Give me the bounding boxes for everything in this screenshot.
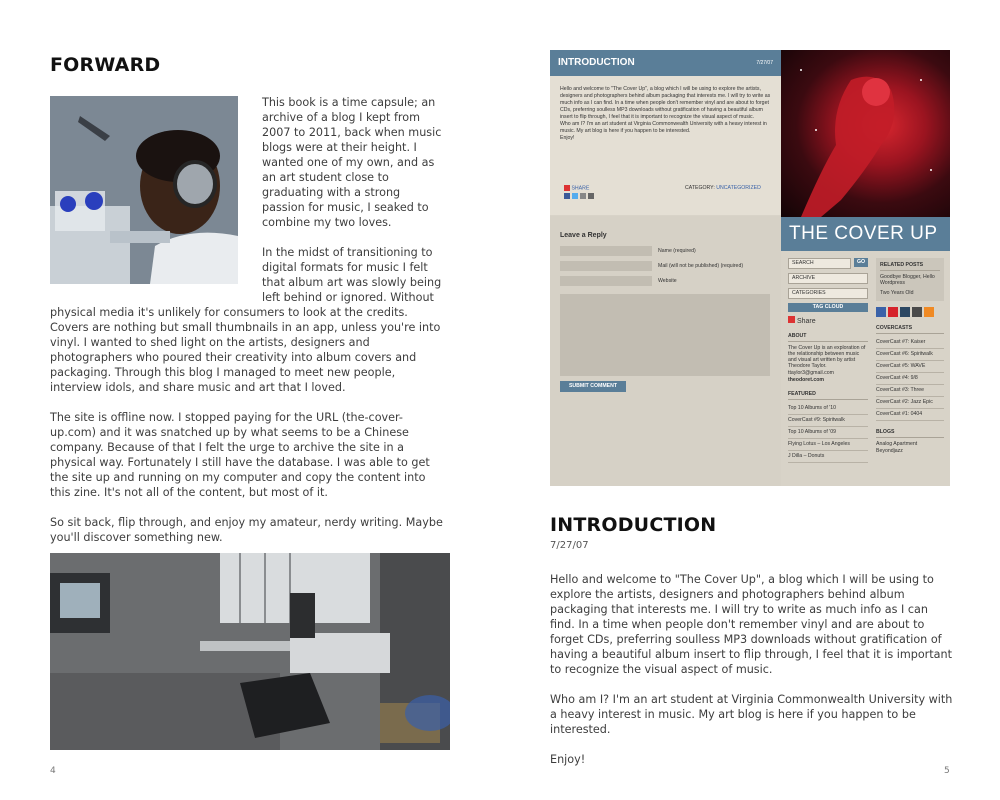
blog-item[interactable]: Analog Apartment <box>876 441 918 447</box>
submit-comment-button[interactable]: SUBMIT COMMENT <box>560 381 626 392</box>
forward-paragraph-1: This book is a time capsule; an archive of a blog I kept from 2007 to 2011, back when music blogs were at their height. I wanted one of my own, and as an art student close to graduating with a strong passion for music, I seaked to combine my two loves. <box>262 96 442 229</box>
forward-text <box>50 95 445 560</box>
search-input[interactable]: SEARCH <box>788 258 851 269</box>
blog-item[interactable]: Beyondjazz <box>876 448 903 454</box>
share-icons <box>564 193 594 199</box>
site-post-text <box>560 86 772 142</box>
about-site[interactable]: theodoret.com <box>788 377 825 383</box>
blogs-heading: BLOGS <box>876 429 944 438</box>
covercast-item[interactable]: CoverCast #4: 9/8 <box>876 373 944 385</box>
site-category <box>685 185 761 191</box>
name-field[interactable] <box>560 246 652 256</box>
forward-paragraph-4: So sit back, flip through, and enjoy my amateur, nerdy writing. Maybe you'll discover something new. <box>50 516 443 544</box>
tumblr-icon[interactable] <box>900 307 910 317</box>
flickr-icon[interactable] <box>912 307 922 317</box>
share-plus-icon <box>788 316 795 323</box>
site-post-paragraph-2: Who am I? I'm an art student at Virginia Commonwealth University with a heavy interest in music. My art blog is here if you happen to be interested. <box>560 121 767 134</box>
site-logo[interactable]: THE COVER UP <box>789 223 938 244</box>
red-figure-illustration <box>781 50 950 217</box>
site-sidebar-right <box>876 258 944 455</box>
intro-paragraph-1: Hello and welcome to "The Cover Up", a blog which I will be using to explore the artists, designers and photographers behind album packaging that interests me. I will try to write as much info as I can find. In a time when people don't remember vinyl and are about to forget CDs, preferring soulless MP3 downloads without gratification of having a beautiful album insert to flip through, I feel that it is important to recognize the visual aspect of music. <box>550 573 953 676</box>
covercast-item[interactable]: CoverCast #2: Jazz Epic <box>876 397 944 409</box>
page-number-right: 5 <box>944 766 950 776</box>
featured-item[interactable]: Flying Lotus – Los Angeles <box>788 439 868 451</box>
blog-badge-icon[interactable] <box>876 307 886 317</box>
photo-wrap-space <box>50 95 262 293</box>
related-heading: RELATED POSTS <box>880 262 940 271</box>
about-heading: ABOUT <box>788 333 868 342</box>
site-post <box>550 50 781 215</box>
featured-item[interactable]: Top 10 Albums of '09 <box>788 427 868 439</box>
site-reply-form <box>550 216 781 486</box>
forward-heading: FORWARD <box>50 54 161 76</box>
about-text: The Cover Up is an exploration of the relationship between music and visual art written by artist Theodore Taylor. <box>788 345 866 369</box>
site-logo-bar <box>781 217 950 251</box>
photo-room-desk <box>50 553 450 750</box>
site-post-paragraph-3: Enjoy! <box>560 135 575 141</box>
site-share-link[interactable] <box>564 185 594 199</box>
intro-paragraph-2: Who am I? I'm an art student at Virginia Commonwealth University with a heavy interest in music. My art blog is here if you happen to be interested. <box>550 693 953 736</box>
search-go-button[interactable]: GO <box>854 258 868 267</box>
intro-paragraph-3: Enjoy! <box>550 753 586 766</box>
room-photo-illustration <box>50 553 450 750</box>
introduction-heading: INTRODUCTION <box>550 514 717 536</box>
name-field-label: Name (required) <box>658 248 696 254</box>
site-header-image <box>781 50 950 217</box>
mail-field[interactable] <box>560 261 652 271</box>
share-widget[interactable] <box>788 316 868 325</box>
mail-icon <box>580 193 586 199</box>
site-sidebar-left <box>788 258 868 463</box>
related-posts-box <box>876 258 944 301</box>
website-field[interactable] <box>560 276 652 286</box>
covercast-item[interactable]: CoverCast #3: Three <box>876 385 944 397</box>
featured-item[interactable]: CoverCast #9: Spiritwalk <box>788 415 868 427</box>
related-item[interactable]: Two Years Old <box>880 290 914 296</box>
covercasts-heading: COVERCASTS <box>876 325 944 334</box>
featured-heading: FEATURED <box>788 391 868 400</box>
site-share-label: SHARE <box>571 185 590 192</box>
site-post-title: INTRODUCTION <box>558 57 635 68</box>
website-field-label: Website <box>658 278 677 284</box>
covercast-item[interactable]: CoverCast #5: WAVE <box>876 361 944 373</box>
rss-icon[interactable] <box>924 307 934 317</box>
covercast-item[interactable]: CoverCast #7: Kaiser <box>876 337 944 349</box>
tag-cloud-button[interactable]: TAG CLOUD <box>788 303 868 312</box>
site-post-paragraph-1: Hello and welcome to "The Cover Up", a blog which I will be using to explore the artists, designers and photographers behind album packaging that interests me. I will try to write as much info as I can find. In a time when people don't remember vinyl and are about to forget CDs, preferring soulless MP3 downloads without gratification of having a beautiful album insert to flip through, I feel that it is important to recognize the visual aspect of music. <box>560 86 771 120</box>
featured-item[interactable]: J Dilla – Donuts <box>788 451 868 463</box>
website-screenshot <box>550 50 950 486</box>
facebook-icon <box>564 193 570 199</box>
search-row <box>788 258 868 269</box>
site-category-value[interactable]: UNCATEGORIZED <box>716 185 761 191</box>
covercast-item[interactable]: CoverCast #1: 0404 <box>876 409 944 421</box>
site-category-label: CATEGORY: <box>685 185 715 191</box>
comment-textarea[interactable] <box>560 294 770 376</box>
related-item[interactable]: Goodbye Blogger, Hello Wordpress <box>880 274 935 286</box>
lastfm-icon[interactable] <box>888 307 898 317</box>
site-reply-title: Leave a Reply <box>560 232 607 239</box>
page-number-left: 4 <box>50 766 56 776</box>
print-icon <box>588 193 594 199</box>
site-post-title-bar <box>550 50 781 76</box>
archive-select[interactable]: ARCHIVE <box>788 273 868 284</box>
categories-select[interactable]: CATEGORIES <box>788 288 868 299</box>
featured-item[interactable]: Top 10 Albums of '10 <box>788 403 868 415</box>
plus-icon <box>564 185 570 191</box>
introduction-date: 7/27/07 <box>550 540 589 551</box>
social-badges <box>876 307 944 317</box>
introduction-text <box>550 572 954 782</box>
share-widget-label: Share <box>796 318 816 325</box>
site-post-date: 7/27/07 <box>756 60 773 66</box>
about-email[interactable]: ttaylor3@gmail.com <box>788 370 834 376</box>
covercast-item[interactable]: CoverCast #6: Spiritwalk <box>876 349 944 361</box>
forward-paragraph-3: The site is offline now. I stopped paying for the URL (the-cover-up.com) and it was snatched up by what seems to be a Chinese company. Because of that I felt the urge to archive the site in a physical way. Fortunately I still have the database. I was able to get the site up and running on my computer and copy the content into this zine. It's not all of the content, but most of it. <box>50 411 430 499</box>
forward-paragraph-2: In the midst of transitioning to digital formats for music I felt that album art was slowly being left behind or ignored. Without physical media it's unlikely for consumers to look at the credits. Covers are nothing but small thumbnails in an app, unless you're into vinyl. I wanted to shed light on the artists, designers and photographers who poured their creativity into album covers and packaging. Through this blog I managed to meet new people, interview idols, and share music and art that I loved. <box>50 246 442 394</box>
twitter-icon <box>572 193 578 199</box>
mail-field-label: Mail (will not be published) (required) <box>658 263 744 269</box>
